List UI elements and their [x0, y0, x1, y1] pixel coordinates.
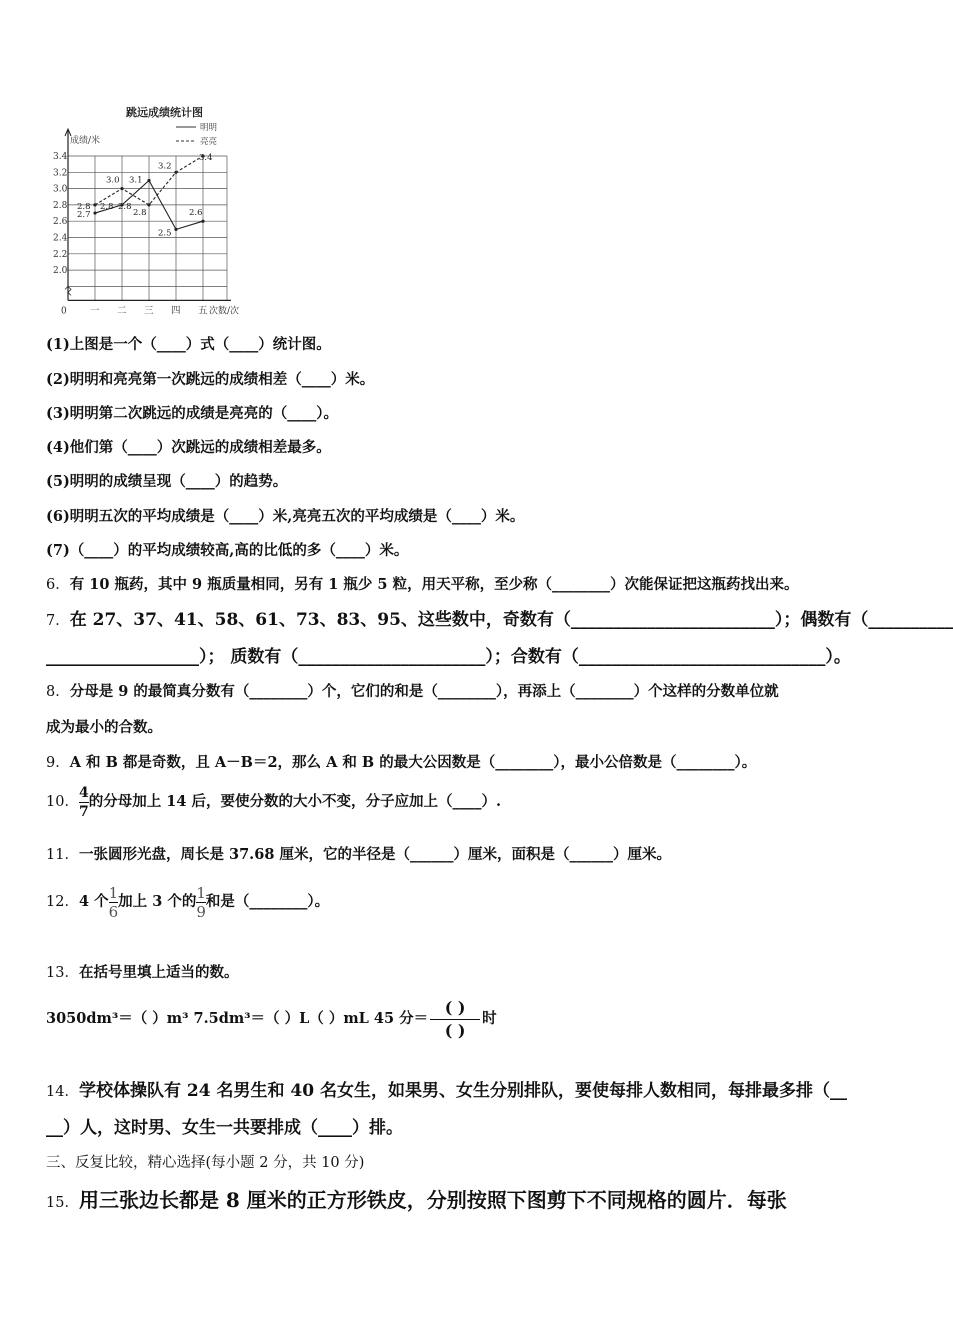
- fraction-denominator: 6: [108, 902, 119, 921]
- fraction-denominator: 9: [196, 902, 206, 921]
- question-8-cont: 成为最小的合数。: [46, 719, 162, 736]
- question-12: [46, 880, 329, 924]
- question-11: [46, 845, 671, 865]
- data-label-liangliang: 2.8: [77, 201, 91, 212]
- y-tick-label: 3.4: [53, 152, 68, 162]
- question-text: 分母是 9 的最简真分数有（________）个，它们的和是（________），再添上（________）个这样的分数单位就: [69, 683, 779, 700]
- y-tick-label: 3.0: [53, 184, 68, 195]
- question-number: 15．: [46, 1195, 79, 1211]
- data-point-mingming: [174, 228, 177, 231]
- x-tick-label: 五: [198, 305, 208, 317]
- fraction-denominator: 7: [78, 803, 89, 820]
- y-tick-label: 2.6: [53, 217, 68, 228]
- data-label-liangliang: 3.4: [199, 153, 213, 163]
- question-5-4: (4)他们第（____）次跳远的成绩相差最多。: [46, 439, 331, 456]
- origin-label: 0: [61, 306, 67, 317]
- question-5-3: (3)明明第二次跳远的成绩是亮亮的（____）。: [46, 405, 339, 422]
- question-text: 的分母加上 14 后，要使分数的大小不变，分子应加上（____）.: [88, 793, 502, 810]
- question-text: 和是（________）。: [205, 893, 330, 910]
- chart-svg: [48, 100, 263, 317]
- question-number: 12．: [46, 894, 79, 910]
- question-text: 用三张边长都是 8 厘米的正方形铁皮，分别按照下图剪下不同规格的圆片．每张: [78, 1188, 787, 1212]
- question-text: 一张圆形光盘，周长是 37.68 厘米，它的半径是（______）厘米，面积是（______）厘米。: [78, 846, 671, 863]
- question-text: A 和 B 都是奇数，且 A－B＝2，那么 A 和 B 的最大公因数是（________），最小公倍数是（________）。: [69, 754, 757, 771]
- question-13-conversions: [46, 994, 497, 1044]
- data-point-liangliang: [120, 187, 123, 190]
- question-14-cont: __）人，这时男、女生一共要排成（____）排。: [46, 1118, 403, 1138]
- data-label-mingming: 2.8: [118, 201, 132, 212]
- data-label-liangliang: 3.0: [106, 175, 120, 186]
- data-label-liangliang: 3.2: [158, 161, 172, 172]
- conversion-unit: 时: [482, 1010, 497, 1027]
- data-point-liangliang: [93, 203, 96, 206]
- data-label-mingming: 2.5: [158, 228, 172, 239]
- data-label-liangliang: 2.8: [133, 207, 147, 218]
- x-axis-label: 次数/次: [209, 306, 240, 317]
- question-15: [46, 1186, 787, 1217]
- conversion-text: 3050dm³＝（ ）m³ 7.5dm³＝（ ）L（ ）mL 45 分＝: [46, 1010, 429, 1027]
- question-13: [46, 963, 238, 983]
- data-label-extra: 2.8: [100, 201, 114, 212]
- data-point-mingming: [201, 220, 204, 223]
- data-label-mingming: 3.1: [129, 175, 143, 186]
- question-text: 4 个: [78, 893, 109, 910]
- legend-label-mingming: 明明: [200, 123, 218, 133]
- question-10: [46, 782, 501, 822]
- question-8: [46, 682, 779, 702]
- question-text: 学校体操队有 24 名男生和 40 名女生，如果男、女生分别排队，要使每排人数相同，每排最多排（__: [78, 1081, 847, 1101]
- x-tick-label: 二: [117, 305, 127, 317]
- question-number: 7．: [46, 613, 70, 629]
- fraction-numerator: 1: [108, 883, 119, 902]
- y-tick-label: 2.4: [53, 233, 68, 244]
- question-7: [46, 608, 953, 633]
- question-5-2: (2)明明和亮亮第一次跳远的成绩相差（____）米。: [46, 371, 375, 388]
- fraction-numerator: 1: [196, 883, 206, 902]
- x-tick-label: 三: [144, 305, 154, 317]
- y-tick-label: 2.2: [53, 249, 68, 260]
- data-point-mingming: [147, 179, 150, 182]
- chart-title: 跳远成绩统计图: [126, 106, 203, 119]
- question-5-7: (7)（____）的平均成绩较高,高的比低的多（____）米。: [46, 542, 409, 559]
- question-14: [46, 1079, 847, 1104]
- x-tick-label: 四: [171, 305, 181, 317]
- question-5-1: (1)上图是一个（____）式（____）统计图。: [46, 336, 331, 353]
- question-number: 9．: [46, 755, 70, 771]
- x-tick-label: 一: [90, 305, 100, 317]
- question-number: 8．: [46, 684, 70, 700]
- y-tick-label: 2.0: [53, 266, 68, 277]
- question-5-6: (6)明明五次的平均成绩是（____）米,亮亮五次的平均成绩是（____）米。: [46, 508, 525, 525]
- blank-fraction-top: ( ): [444, 997, 466, 1017]
- question-number: 13．: [46, 965, 79, 981]
- question-text: 在括号里填上适当的数。: [78, 964, 239, 981]
- blank-fraction-bottom: ( ): [444, 1020, 466, 1040]
- question-text: 在 27、37、41、58、61、73、83、95、这些数中，奇数有（________________________）；偶数有（__________: [69, 610, 953, 630]
- y-axis-label: 成绩/米: [70, 136, 101, 146]
- question-number: 11．: [46, 847, 79, 863]
- question-text: 加上 3 个的: [118, 893, 197, 910]
- data-point-mingming: [93, 211, 96, 214]
- question-9: [46, 753, 756, 773]
- question-5-5: (5)明明的成绩呈现（____）的趋势。: [46, 473, 288, 490]
- fraction-numerator: 4: [78, 784, 89, 801]
- question-6: [46, 575, 799, 595]
- fraction-1-6: [109, 885, 119, 920]
- question-number: 6．: [46, 577, 70, 593]
- legend-label-liangliang: 亮亮: [200, 137, 218, 147]
- data-point-liangliang: [174, 171, 177, 174]
- question-number: 14．: [46, 1084, 79, 1100]
- question-text: 有 10 瓶药，其中 9 瓶质量相同，另有 1 瓶少 5 粒，用天平称，至少称（________）次能保证把这瓶药找出来。: [69, 576, 799, 593]
- data-point-liangliang: [147, 203, 150, 206]
- fraction-4-7: [79, 785, 89, 820]
- blank-fraction: [430, 997, 480, 1042]
- long-jump-line-chart: [48, 100, 263, 317]
- question-7-cont: __________________）； 质数有（______________________）；合数有（_____________________________）。: [46, 647, 851, 667]
- y-tick-label: 2.8: [53, 200, 68, 211]
- data-label-mingming: 2.7: [77, 210, 91, 221]
- question-number: 10．: [46, 794, 79, 810]
- section-3-heading: 三、反复比较，精心选择(每小题 2 分，共 10 分): [46, 1155, 365, 1171]
- y-tick-label: 3.2: [53, 168, 68, 179]
- data-label-mingming: 2.6: [189, 208, 203, 219]
- fraction-1-9: [196, 885, 206, 920]
